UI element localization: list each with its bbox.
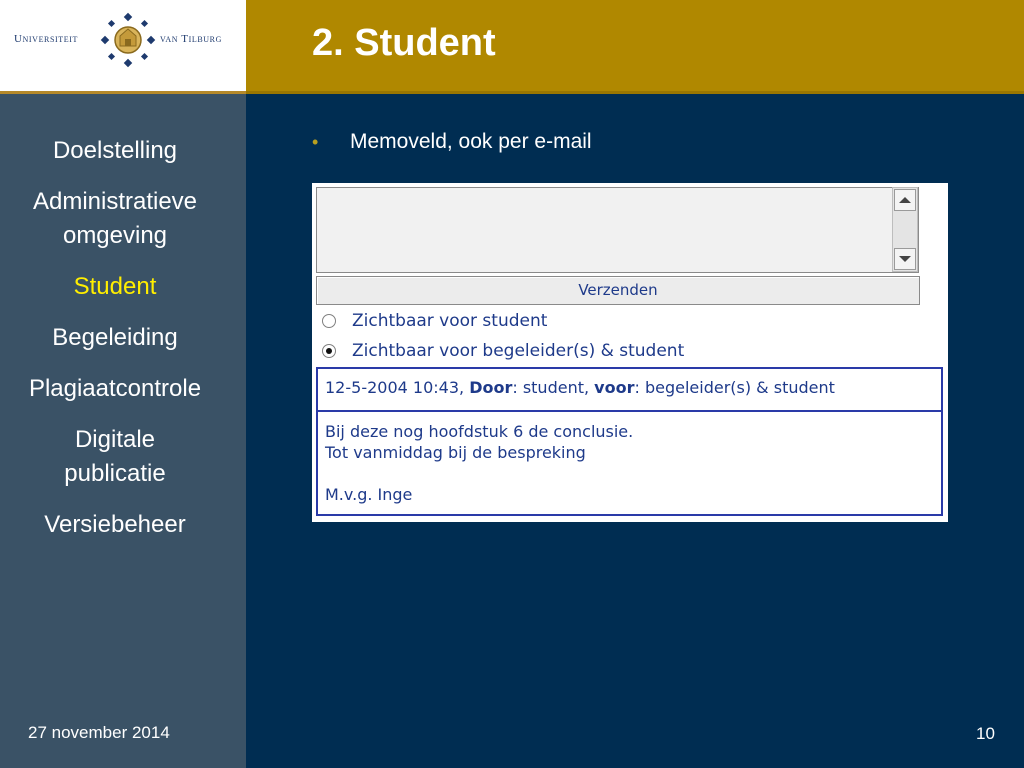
memo-header [318,369,941,412]
footer-date: 27 november 2014 [28,723,170,742]
bullet-text: Memoveld, ook per e-mail [350,130,592,153]
university-seal-icon [100,12,156,68]
slide-title: 2. Student [312,22,496,64]
memo-screenshot [312,183,948,522]
arrow-down-icon [899,256,911,262]
memo-voor-label: voor [594,378,635,397]
send-button[interactable]: Verzenden [316,276,920,305]
sidebar-nav [0,134,230,559]
memo-date: 12-5-2004 10:43, [325,378,465,397]
bullet-item [312,130,592,154]
page-number: 10 [976,724,995,743]
memo-entry [316,367,943,516]
memo-voor-value: : begeleider(s) & student [634,378,835,397]
scroll-down-button[interactable] [894,248,916,270]
nav-item-plagiaatcontrole[interactable]: Plagiaatcontrole [28,375,202,402]
logo-text-right: van Tilburg [160,33,222,45]
memo-signature: M.v.g. Inge [325,485,413,504]
sidebar [0,94,246,768]
radio-visible-student[interactable] [322,311,547,331]
university-logo [0,0,246,94]
scroll-up-button[interactable] [894,189,916,211]
nav-item-doelstelling[interactable]: Doelstelling [52,137,178,164]
memo-door-label: Door [469,378,513,397]
radio-checked-icon[interactable] [322,344,336,358]
memo-textarea[interactable] [316,187,919,273]
nav-item-administratieve-omgeving[interactable]: Administratieve omgeving [32,188,198,249]
radio-label: Zichtbaar voor student [352,311,548,331]
arrow-up-icon [899,197,911,203]
memo-door-value: : student, [512,378,590,397]
nav-item-student[interactable]: Student [73,273,157,300]
bullet-icon: • [312,132,319,152]
logo-text-left: Universiteit [14,33,79,45]
radio-visible-supervisor-student[interactable] [322,341,684,361]
memo-body [318,412,941,505]
radio-icon[interactable] [322,314,336,328]
memo-line: Tot vanmiddag bij de bespreking [325,443,586,462]
radio-label: Zichtbaar voor begeleider(s) & student [352,341,685,361]
memo-line: Bij deze nog hoofdstuk 6 de conclusie. [325,422,634,441]
nav-item-begeleiding[interactable]: Begeleiding [52,324,178,351]
nav-item-versiebeheer[interactable]: Versiebeheer [44,511,186,538]
nav-item-digitale-publicatie[interactable]: Digitale publicatie [64,426,166,487]
header-band [246,0,1024,94]
memo-scrollbar[interactable] [892,187,918,272]
